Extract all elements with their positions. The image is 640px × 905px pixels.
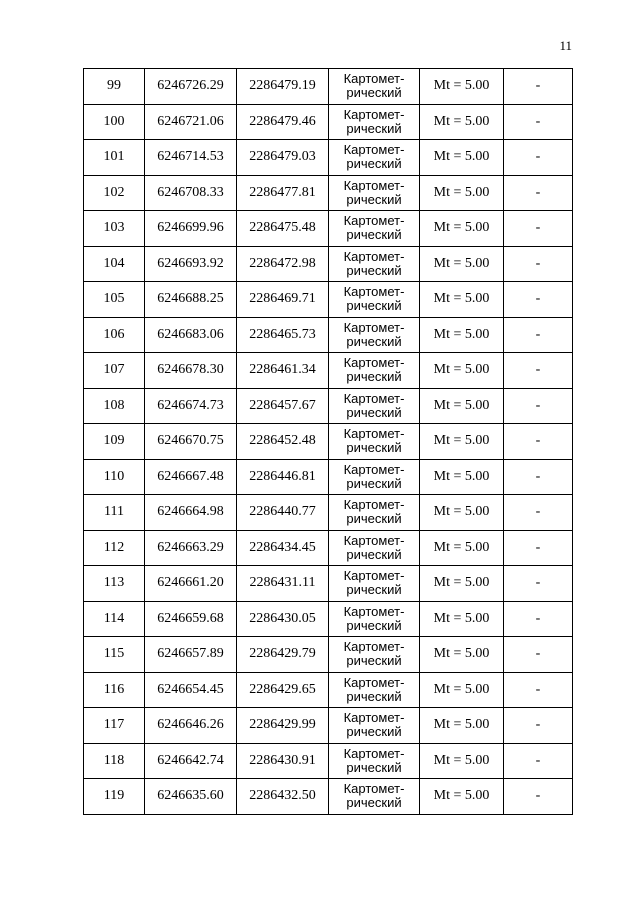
x-coordinate-cell: 6246642.74 bbox=[145, 743, 237, 779]
accuracy-cell: Mt = 5.00 bbox=[420, 779, 504, 815]
x-coordinate-cell: 6246714.53 bbox=[145, 140, 237, 176]
method-cell bbox=[329, 459, 420, 495]
y-coordinate-cell: 2286475.48 bbox=[237, 211, 329, 247]
accuracy-cell: Mt = 5.00 bbox=[420, 246, 504, 282]
y-coordinate-cell: 2286479.46 bbox=[237, 104, 329, 140]
accuracy-cell: Mt = 5.00 bbox=[420, 282, 504, 318]
method-line-2: рический bbox=[346, 333, 402, 349]
method-line-1: Картомет- bbox=[343, 426, 405, 442]
table-row bbox=[84, 495, 573, 531]
method-line-2: рический bbox=[346, 511, 402, 527]
method-line-1: Картомет- bbox=[343, 781, 405, 797]
accuracy-cell: Mt = 5.00 bbox=[420, 743, 504, 779]
method-cell bbox=[329, 530, 420, 566]
y-coordinate-cell: 2286429.99 bbox=[237, 708, 329, 744]
method-line-1: Картомет- bbox=[343, 390, 405, 406]
method-line-2: рический bbox=[346, 404, 402, 420]
table-row bbox=[84, 672, 573, 708]
method-cell bbox=[329, 282, 420, 318]
accuracy-cell: Mt = 5.00 bbox=[420, 175, 504, 211]
accuracy-cell: Mt = 5.00 bbox=[420, 530, 504, 566]
accuracy-cell: Mt = 5.00 bbox=[420, 601, 504, 637]
method-line-1: Картомет- bbox=[343, 355, 405, 371]
method-line-2: рический bbox=[346, 298, 402, 314]
x-coordinate-cell: 6246659.68 bbox=[145, 601, 237, 637]
point-number-cell: 113 bbox=[84, 566, 145, 602]
extra-cell: - bbox=[504, 530, 573, 566]
table-row bbox=[84, 424, 573, 460]
table-row bbox=[84, 601, 573, 637]
method-line-2: рический bbox=[346, 440, 402, 456]
extra-cell: - bbox=[504, 637, 573, 673]
accuracy-cell: Mt = 5.00 bbox=[420, 708, 504, 744]
table-row bbox=[84, 566, 573, 602]
method-cell bbox=[329, 104, 420, 140]
method-line-2: рический bbox=[346, 85, 402, 101]
point-number-cell: 119 bbox=[84, 779, 145, 815]
point-number-cell: 110 bbox=[84, 459, 145, 495]
x-coordinate-cell: 6246663.29 bbox=[145, 530, 237, 566]
accuracy-cell: Mt = 5.00 bbox=[420, 69, 504, 105]
method-cell bbox=[329, 779, 420, 815]
point-number-cell: 112 bbox=[84, 530, 145, 566]
method-cell bbox=[329, 353, 420, 389]
method-cell bbox=[329, 246, 420, 282]
x-coordinate-cell: 6246674.73 bbox=[145, 388, 237, 424]
accuracy-cell: Mt = 5.00 bbox=[420, 140, 504, 176]
accuracy-cell: Mt = 5.00 bbox=[420, 104, 504, 140]
method-line-2: рический bbox=[346, 369, 402, 385]
method-line-2: рический bbox=[346, 120, 402, 136]
table-row bbox=[84, 140, 573, 176]
method-line-2: рический bbox=[346, 724, 402, 740]
method-cell bbox=[329, 672, 420, 708]
method-line-1: Картомет- bbox=[343, 532, 405, 548]
point-number-cell: 114 bbox=[84, 601, 145, 637]
method-line-1: Картомет- bbox=[343, 177, 405, 193]
y-coordinate-cell: 2286430.05 bbox=[237, 601, 329, 637]
y-coordinate-cell: 2286479.19 bbox=[237, 69, 329, 105]
point-number-cell: 99 bbox=[84, 69, 145, 105]
y-coordinate-cell: 2286430.91 bbox=[237, 743, 329, 779]
y-coordinate-cell: 2286429.65 bbox=[237, 672, 329, 708]
point-number-cell: 108 bbox=[84, 388, 145, 424]
method-line-1: Картомет- bbox=[343, 710, 405, 726]
method-cell bbox=[329, 317, 420, 353]
method-cell bbox=[329, 388, 420, 424]
method-cell bbox=[329, 708, 420, 744]
table-row bbox=[84, 388, 573, 424]
coordinates-table bbox=[83, 68, 573, 815]
table-row bbox=[84, 211, 573, 247]
accuracy-cell: Mt = 5.00 bbox=[420, 211, 504, 247]
x-coordinate-cell: 6246693.92 bbox=[145, 246, 237, 282]
method-line-2: рический bbox=[346, 262, 402, 278]
extra-cell: - bbox=[504, 140, 573, 176]
y-coordinate-cell: 2286469.71 bbox=[237, 282, 329, 318]
x-coordinate-cell: 6246726.29 bbox=[145, 69, 237, 105]
method-line-2: рический bbox=[346, 156, 402, 172]
y-coordinate-cell: 2286461.34 bbox=[237, 353, 329, 389]
method-line-1: Картомет- bbox=[343, 248, 405, 264]
accuracy-cell: Mt = 5.00 bbox=[420, 353, 504, 389]
table-row bbox=[84, 743, 573, 779]
y-coordinate-cell: 2286472.98 bbox=[237, 246, 329, 282]
y-coordinate-cell: 2286477.81 bbox=[237, 175, 329, 211]
point-number-cell: 104 bbox=[84, 246, 145, 282]
table-row bbox=[84, 104, 573, 140]
extra-cell: - bbox=[504, 175, 573, 211]
extra-cell: - bbox=[504, 495, 573, 531]
method-line-2: рический bbox=[346, 546, 402, 562]
extra-cell: - bbox=[504, 601, 573, 637]
method-line-1: Картомет- bbox=[343, 674, 405, 690]
accuracy-cell: Mt = 5.00 bbox=[420, 424, 504, 460]
extra-cell: - bbox=[504, 282, 573, 318]
method-line-2: рический bbox=[346, 475, 402, 491]
method-line-1: Картомет- bbox=[343, 213, 405, 229]
x-coordinate-cell: 6246657.89 bbox=[145, 637, 237, 673]
table-row bbox=[84, 282, 573, 318]
extra-cell: - bbox=[504, 69, 573, 105]
extra-cell: - bbox=[504, 353, 573, 389]
point-number-cell: 103 bbox=[84, 211, 145, 247]
extra-cell: - bbox=[504, 459, 573, 495]
y-coordinate-cell: 2286431.11 bbox=[237, 566, 329, 602]
method-line-2: рический bbox=[346, 617, 402, 633]
point-number-cell: 106 bbox=[84, 317, 145, 353]
point-number-cell: 101 bbox=[84, 140, 145, 176]
extra-cell: - bbox=[504, 317, 573, 353]
table-row bbox=[84, 708, 573, 744]
accuracy-cell: Mt = 5.00 bbox=[420, 388, 504, 424]
method-line-1: Картомет- bbox=[343, 568, 405, 584]
x-coordinate-cell: 6246646.26 bbox=[145, 708, 237, 744]
point-number-cell: 105 bbox=[84, 282, 145, 318]
method-line-2: рический bbox=[346, 227, 402, 243]
y-coordinate-cell: 2286479.03 bbox=[237, 140, 329, 176]
method-line-2: рический bbox=[346, 191, 402, 207]
extra-cell: - bbox=[504, 246, 573, 282]
y-coordinate-cell: 2286440.77 bbox=[237, 495, 329, 531]
y-coordinate-cell: 2286429.79 bbox=[237, 637, 329, 673]
accuracy-cell: Mt = 5.00 bbox=[420, 672, 504, 708]
method-line-1: Картомет- bbox=[343, 639, 405, 655]
x-coordinate-cell: 6246708.33 bbox=[145, 175, 237, 211]
method-cell bbox=[329, 601, 420, 637]
point-number-cell: 118 bbox=[84, 743, 145, 779]
x-coordinate-cell: 6246661.20 bbox=[145, 566, 237, 602]
point-number-cell: 109 bbox=[84, 424, 145, 460]
method-cell bbox=[329, 743, 420, 779]
x-coordinate-cell: 6246688.25 bbox=[145, 282, 237, 318]
method-line-2: рический bbox=[346, 688, 402, 704]
method-cell bbox=[329, 566, 420, 602]
method-line-1: Картомет- bbox=[343, 319, 405, 335]
x-coordinate-cell: 6246664.98 bbox=[145, 495, 237, 531]
table-row bbox=[84, 175, 573, 211]
point-number-cell: 115 bbox=[84, 637, 145, 673]
x-coordinate-cell: 6246670.75 bbox=[145, 424, 237, 460]
method-line-2: рический bbox=[346, 582, 402, 598]
method-cell bbox=[329, 69, 420, 105]
x-coordinate-cell: 6246635.60 bbox=[145, 779, 237, 815]
method-line-1: Картомет- bbox=[343, 497, 405, 513]
method-line-2: рический bbox=[346, 759, 402, 775]
point-number-cell: 102 bbox=[84, 175, 145, 211]
point-number-cell: 107 bbox=[84, 353, 145, 389]
x-coordinate-cell: 6246721.06 bbox=[145, 104, 237, 140]
table-row bbox=[84, 530, 573, 566]
method-cell bbox=[329, 637, 420, 673]
x-coordinate-cell: 6246667.48 bbox=[145, 459, 237, 495]
accuracy-cell: Mt = 5.00 bbox=[420, 566, 504, 602]
method-line-2: рический bbox=[346, 653, 402, 669]
table-row bbox=[84, 779, 573, 815]
method-line-1: Картомет- bbox=[343, 461, 405, 477]
extra-cell: - bbox=[504, 211, 573, 247]
y-coordinate-cell: 2286457.67 bbox=[237, 388, 329, 424]
extra-cell: - bbox=[504, 104, 573, 140]
x-coordinate-cell: 6246699.96 bbox=[145, 211, 237, 247]
method-line-1: Картомет- bbox=[343, 106, 405, 122]
point-number-cell: 116 bbox=[84, 672, 145, 708]
method-line-1: Картомет- bbox=[343, 284, 405, 300]
extra-cell: - bbox=[504, 388, 573, 424]
method-line-1: Картомет- bbox=[343, 142, 405, 158]
y-coordinate-cell: 2286434.45 bbox=[237, 530, 329, 566]
point-number-cell: 111 bbox=[84, 495, 145, 531]
extra-cell: - bbox=[504, 708, 573, 744]
method-cell bbox=[329, 211, 420, 247]
extra-cell: - bbox=[504, 743, 573, 779]
method-cell bbox=[329, 424, 420, 460]
y-coordinate-cell: 2286432.50 bbox=[237, 779, 329, 815]
table-row bbox=[84, 353, 573, 389]
method-line-1: Картомет- bbox=[343, 71, 405, 87]
point-number-cell: 117 bbox=[84, 708, 145, 744]
table-row bbox=[84, 246, 573, 282]
extra-cell: - bbox=[504, 779, 573, 815]
y-coordinate-cell: 2286446.81 bbox=[237, 459, 329, 495]
method-line-2: рический bbox=[346, 795, 402, 811]
page-number: 11 bbox=[559, 38, 572, 53]
table-row bbox=[84, 69, 573, 105]
table-row bbox=[84, 459, 573, 495]
method-cell bbox=[329, 495, 420, 531]
extra-cell: - bbox=[504, 566, 573, 602]
accuracy-cell: Mt = 5.00 bbox=[420, 459, 504, 495]
coordinates-table-body bbox=[84, 69, 573, 815]
x-coordinate-cell: 6246678.30 bbox=[145, 353, 237, 389]
point-number-cell: 100 bbox=[84, 104, 145, 140]
y-coordinate-cell: 2286452.48 bbox=[237, 424, 329, 460]
table-row bbox=[84, 317, 573, 353]
table-row bbox=[84, 637, 573, 673]
extra-cell: - bbox=[504, 424, 573, 460]
method-cell bbox=[329, 140, 420, 176]
method-line-1: Картомет- bbox=[343, 603, 405, 619]
method-line-1: Картомет- bbox=[343, 745, 405, 761]
y-coordinate-cell: 2286465.73 bbox=[237, 317, 329, 353]
extra-cell: - bbox=[504, 672, 573, 708]
accuracy-cell: Mt = 5.00 bbox=[420, 495, 504, 531]
x-coordinate-cell: 6246654.45 bbox=[145, 672, 237, 708]
method-cell bbox=[329, 175, 420, 211]
x-coordinate-cell: 6246683.06 bbox=[145, 317, 237, 353]
accuracy-cell: Mt = 5.00 bbox=[420, 317, 504, 353]
accuracy-cell: Mt = 5.00 bbox=[420, 637, 504, 673]
